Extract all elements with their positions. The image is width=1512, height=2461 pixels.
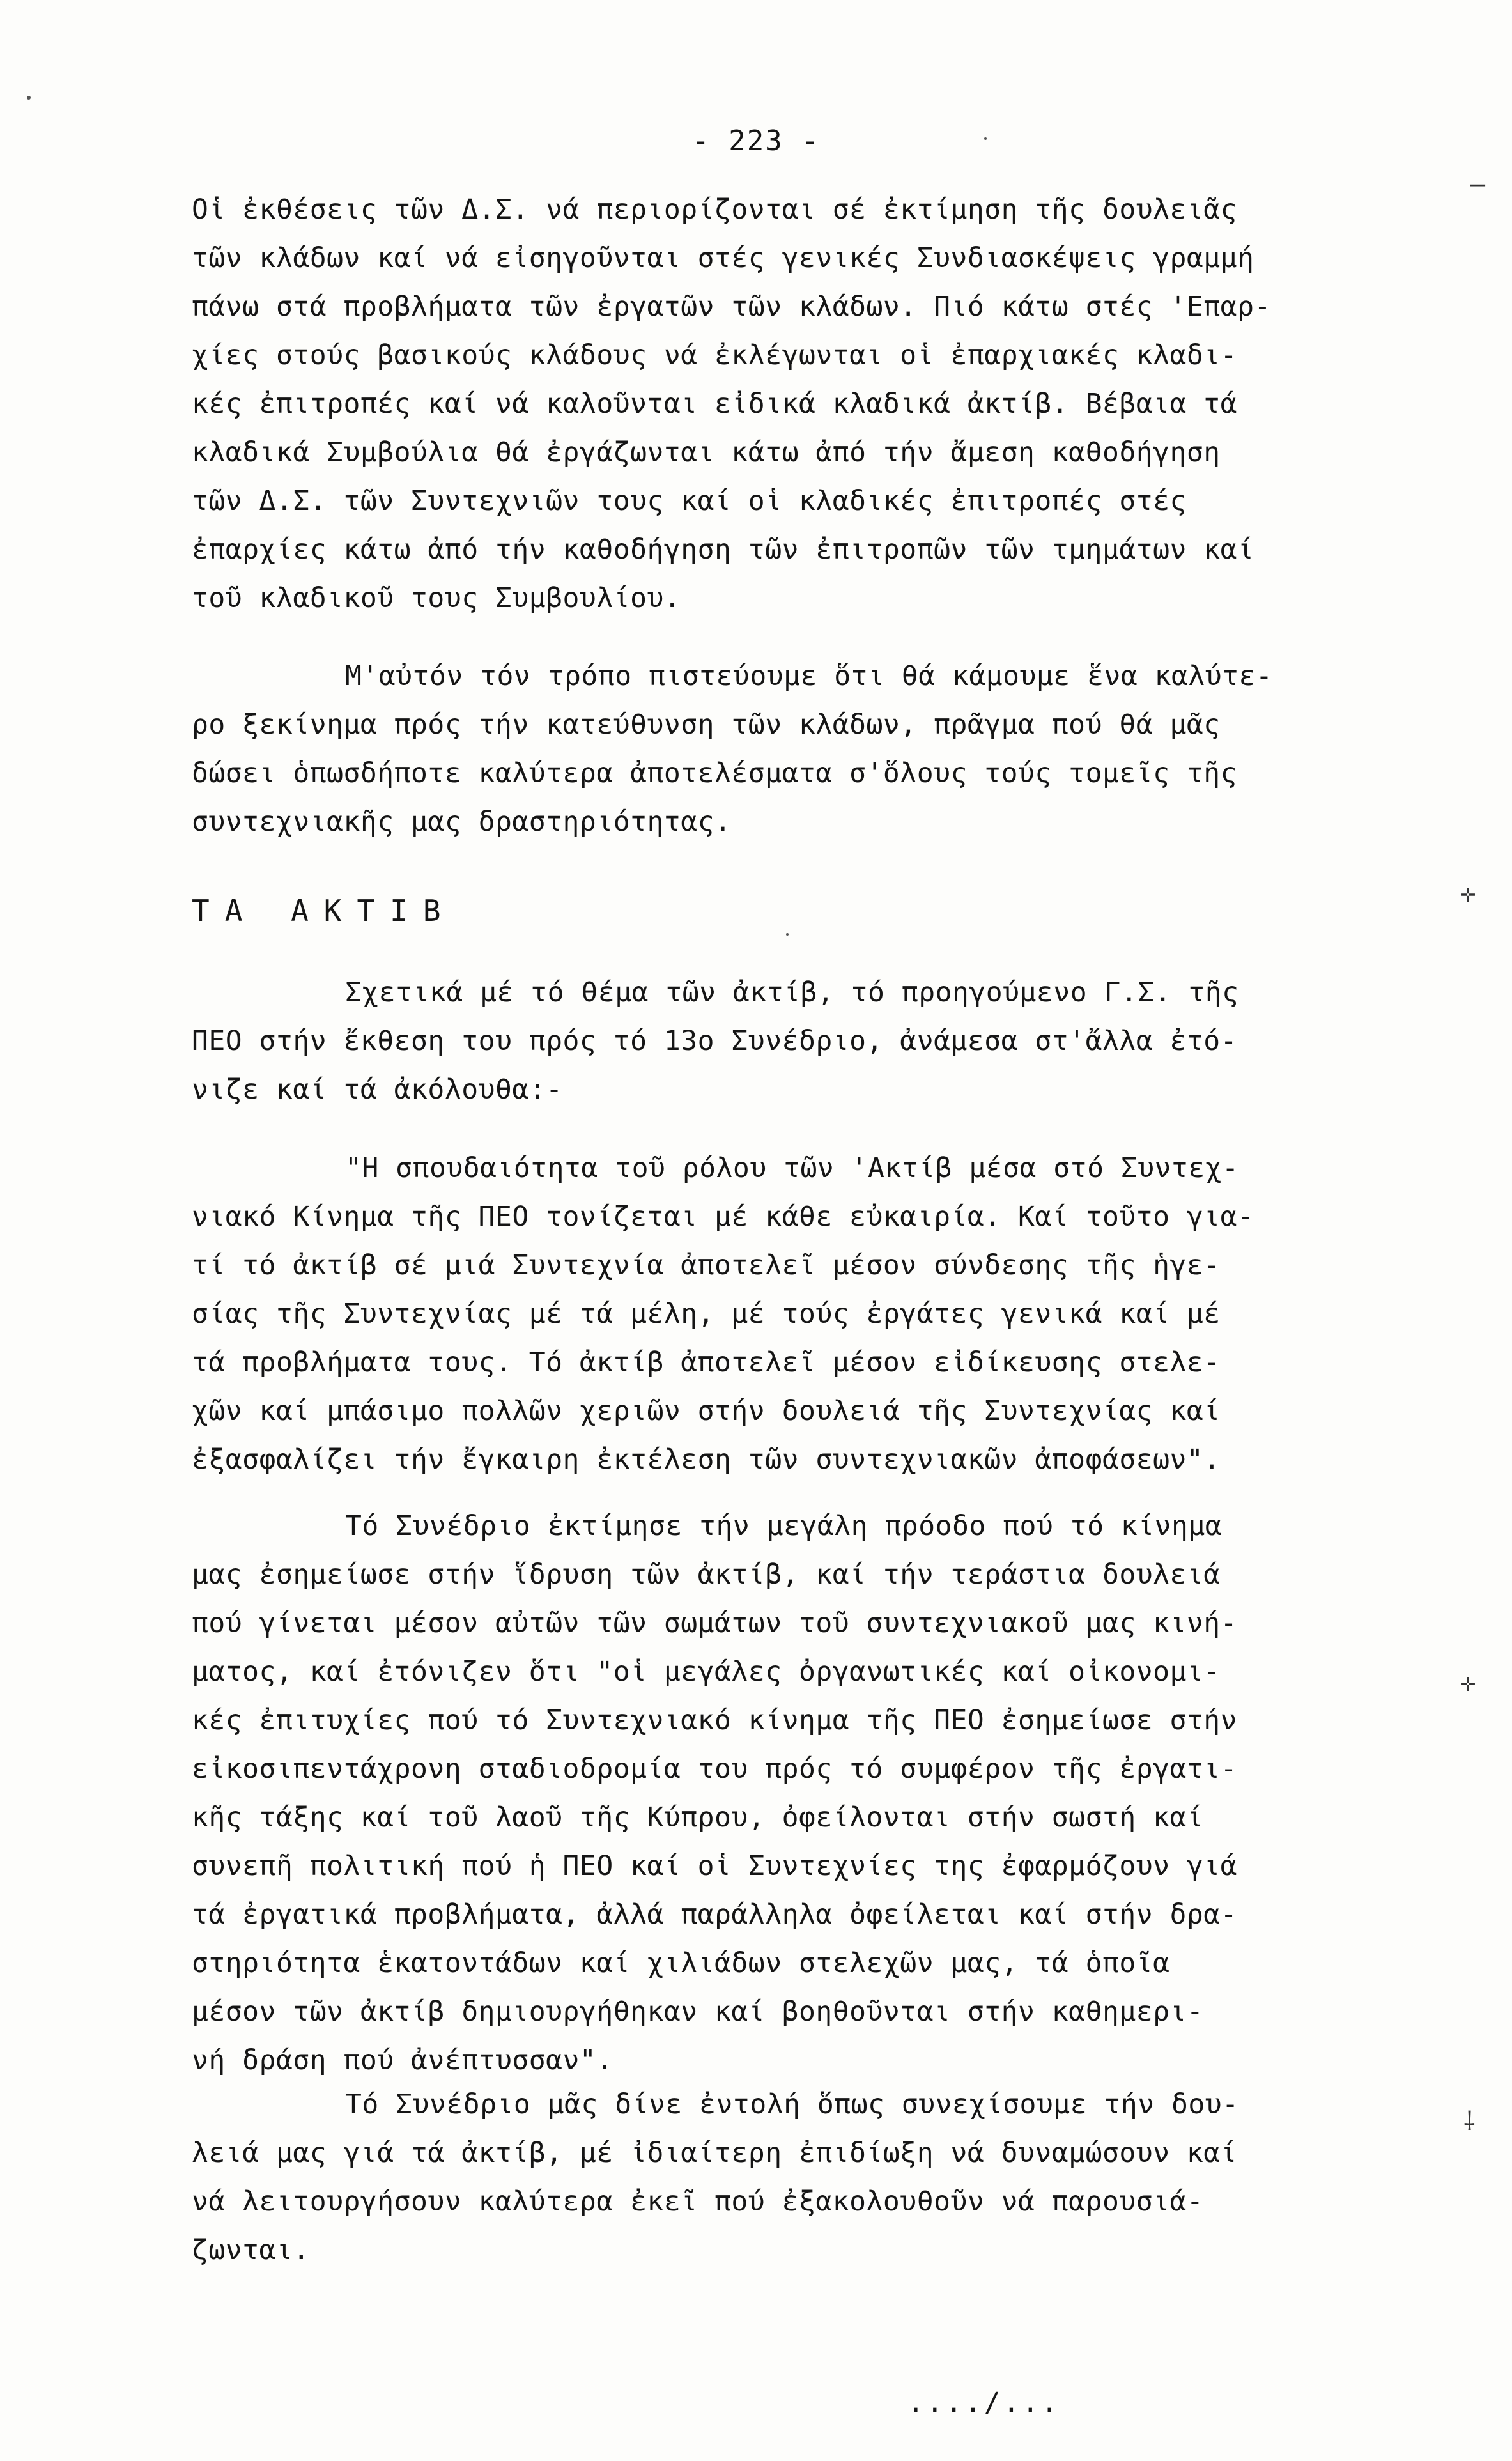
registration-mark-icon: ✛ xyxy=(1460,1668,1476,1697)
text-line: Τό Συνέδριο ἐκτίμησε τήν μεγάλη πρόοδο πού τό κίνημα xyxy=(345,1510,1223,1542)
paragraph-congress-mandate xyxy=(192,2080,1291,2274)
text-line: κῆς τάξης καί τοῦ λαοῦ τῆς Κύπρου, ὀφείλονται στήν σωστή καί xyxy=(192,1801,1204,1833)
registration-mark-icon: ✛ xyxy=(1460,879,1476,908)
text-line: τά ἐργατικά προβλήματα, ἀλλά παράλληλα ὀφείλεται καί στήν δρα- xyxy=(192,1899,1238,1931)
text-line: μας ἐσημείωσε στήν ἵδρυση τῶν ἀκτίβ, καί τήν τεράστια δουλειά xyxy=(192,1559,1221,1591)
paragraph-quotation xyxy=(192,1144,1291,1484)
scan-speck xyxy=(27,96,31,100)
scan-speck xyxy=(984,137,987,140)
text-line: δώσει ὁπωσδήποτε καλύτερα ἀποτελέσματα σ'ὅλους τούς τομεῖς τῆς xyxy=(192,757,1238,789)
paragraph-congress-assessment xyxy=(192,1502,1291,2085)
margin-dash-icon: ‒ xyxy=(1470,169,1486,199)
text-line: ζωνται. xyxy=(192,2234,310,2266)
scan-speck xyxy=(786,933,789,936)
text-line: εἰκοσιπεντάχρονη σταδιοδρομία του πρός τό συμφέρον τῆς ἐργατι- xyxy=(192,1753,1238,1785)
text-line: νή δράση πού ἀνέπτυσσαν". xyxy=(192,2044,613,2076)
paragraph-branch-reports xyxy=(192,185,1291,622)
text-line: Σχετικά μέ τό θέμα τῶν ἀκτίβ, τό προηγούμενο Γ.Σ. τῆς xyxy=(345,976,1239,1008)
text-line: πάνω στά προβλήματα τῶν ἐργατῶν τῶν κλάδων. Πιό κάτω στές 'Επαρ- xyxy=(192,291,1271,323)
text-line: νιακό Κίνημα τῆς ΠΕΟ τονίζεται μέ κάθε εὐκαιρία. Καί τοῦτο για- xyxy=(192,1201,1254,1233)
text-line: ἐπαρχίες κάτω ἀπό τήν καθοδήγηση τῶν ἐπιτροπῶν τῶν τμημάτων καί xyxy=(192,534,1254,566)
text-line: Μ'αὐτόν τόν τρόπο πιστεύουμε ὅτι θά κάμουμε ἕνα καλύτε- xyxy=(345,660,1273,692)
page-number: - 223 - xyxy=(692,125,820,157)
text-line: λειά μας γιά τά ἀκτίβ, μέ ἰδιαίτερη ἐπιδίωξη νά δυναμώσουν καί xyxy=(192,2137,1238,2169)
text-line: στηριότητα ἑκατοντάδων καί χιλιάδων στελεχῶν μας, τά ὁποῖα xyxy=(192,1947,1170,1979)
text-line: συνεπῆ πολιτική πού ἡ ΠΕΟ καί οἱ Συντεχνίες της ἐφαρμόζουν γιά xyxy=(192,1850,1238,1882)
text-line: τῶν Δ.Σ. τῶν Συντεχνιῶν τους καί οἱ κλαδικές ἐπιτροπές στές xyxy=(192,485,1187,517)
paragraph-previous-council xyxy=(192,968,1291,1114)
text-line: χῶν καί μπάσιμο πολλῶν χεριῶν στήν δουλειά τῆς Συντεχνίας καί xyxy=(192,1395,1221,1427)
paragraph-better-start xyxy=(192,652,1291,846)
text-line: νά λειτουργήσουν καλύτερα ἐκεῖ πού ἐξακολουθοῦν νά παρουσιά- xyxy=(192,2186,1204,2218)
text-line: κές ἐπιτυχίες πού τό Συντεχνιακό κίνημα τῆς ΠΕΟ ἐσημείωσε στήν xyxy=(192,1704,1238,1736)
text-line: κές ἐπιτροπές καί νά καλοῦνται εἰδικά κλαδικά ἀκτίβ. Βέβαια τά xyxy=(192,388,1238,420)
text-line: μέσον τῶν ἀκτίβ δημιουργήθηκαν καί βοηθοῦνται στήν καθημερι- xyxy=(192,1996,1204,2028)
text-line: ματος, καί ἐτόνιζεν ὅτι "οἱ μεγάλες ὀργανωτικές καί οἰκονομι- xyxy=(192,1656,1221,1688)
text-line: ΠΕΟ στήν ἔκθεση του πρός τό 13ο Συνέδριο, ἀνάμεσα στ'ἄλλα ἐτό- xyxy=(192,1025,1238,1057)
text-line: νιζε καί τά ἀκόλουθα:- xyxy=(192,1074,563,1106)
text-line: τῶν κλάδων καί νά εἰσηγοῦνται στές γενικές Συνδιασκέψεις γραμμή xyxy=(192,242,1254,274)
text-line: σίας τῆς Συντεχνίας μέ τά μέλη, μέ τούς ἐργάτες γενικά καί μέ xyxy=(192,1298,1221,1330)
text-line: τί τό ἀκτίβ σέ μιά Συντεχνία ἀποτελεῖ μέσον σύνδεσης τῆς ἡγε- xyxy=(192,1249,1221,1281)
text-line: τά προβλήματα τους. Τό ἀκτίβ ἀποτελεῖ μέσον εἰδίκευσης στελε- xyxy=(192,1346,1221,1378)
text-line: συντεχνιακῆς μας δραστηριότητας. xyxy=(192,806,732,838)
text-line: "Η σπουδαιότητα τοῦ ρόλου τῶν 'Ακτίβ μέσα στό Συντεχ- xyxy=(345,1152,1239,1184)
continuation-marker: ..../... xyxy=(907,2387,1061,2419)
registration-mark-icon: ⸸ xyxy=(1463,2107,1476,2136)
text-line: τοῦ κλαδικοῦ τους Συμβουλίου. xyxy=(192,582,681,614)
text-line: ρο ξεκίνημα πρός τήν κατεύθυνση τῶν κλάδων, πρᾶγμα πού θά μᾶς xyxy=(192,709,1221,741)
text-line: πού γίνεται μέσον αὐτῶν τῶν σωμάτων τοῦ συντεχνιακοῦ μας κινή- xyxy=(192,1607,1238,1639)
text-line: Τό Συνέδριο μᾶς δίνε ἐντολή ὅπως συνεχίσουμε τήν δου- xyxy=(345,2088,1239,2120)
text-line: κλαδικά Συμβούλια θά ἐργάζωνται κάτω ἀπό τήν ἄμεση καθοδήγηση xyxy=(192,436,1221,468)
text-line: ἐξασφαλίζει τήν ἔγκαιρη ἐκτέλεση τῶν συντεχνιακῶν ἀποφάσεων". xyxy=(192,1444,1221,1476)
text-line: Οἱ ἐκθέσεις τῶν Δ.Σ. νά περιορίζονται σέ ἐκτίμηση τῆς δουλειᾶς xyxy=(192,194,1238,226)
text-line: χίες στούς βασικούς κλάδους νά ἐκλέγωνται οἱ ἐπαρχιακές κλαδι- xyxy=(192,339,1238,371)
section-heading: ΤΑ ΑΚΤΙΒ xyxy=(192,893,456,928)
